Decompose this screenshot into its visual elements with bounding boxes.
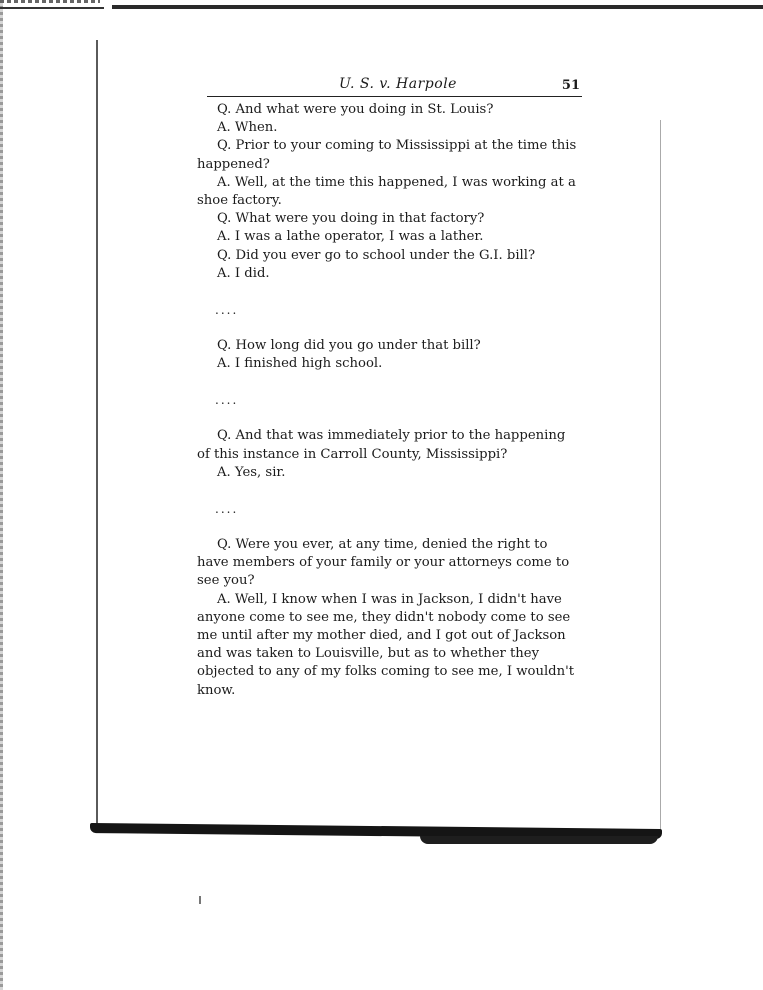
book-spine-edge	[96, 40, 98, 832]
scan-left-edge	[0, 0, 3, 990]
transcript-line: Q. And that was immediately prior to the happening of this instance in Carroll County, Mississippi?	[197, 428, 566, 462]
document-page	[197, 74, 582, 700]
page-number: 51	[561, 78, 580, 93]
transcript-body	[197, 101, 582, 700]
transcript-line: Q. And what were you doing in St. Louis?	[217, 102, 494, 117]
omission-ellipsis: ....	[215, 393, 239, 408]
running-head	[207, 74, 582, 97]
transcript-line: Q. How long did you go under that bill?	[217, 338, 481, 354]
transcript-line: Q. Did you ever go to school under the G.I. bill?	[217, 247, 536, 263]
transcript-line: A. Yes, sir.	[217, 464, 286, 480]
transcript-line: A. Well, I know when I was in Jackson, I didn't have anyone come to see me, they didn't nobody come to see me until after my mother died, and I got out of Jackson and was taken to Louisville, but as to whether they objected to any of my folks coming to see me, I wouldn't know.	[197, 591, 575, 698]
transcript-line: Q. Prior to your coming to Mississippi at the time this happened?	[197, 138, 577, 172]
transcript-line: A. Well, at the time this happened, I was working at a shoe factory.	[197, 174, 576, 209]
book-bottom-shadow	[420, 836, 658, 844]
transcript-line: Q. What were you doing in that factory?	[217, 211, 485, 227]
transcript-line: Q. Were you ever, at any time, denied the right to have members of your family or your attorneys come to see you?	[197, 537, 570, 589]
omission-ellipsis: ....	[215, 502, 239, 517]
omission-ellipsis: ....	[215, 303, 239, 318]
scan-top-border	[0, 0, 763, 12]
scan-smudge	[199, 896, 201, 904]
page-right-edge	[660, 120, 661, 830]
transcript-line: A. When.	[217, 120, 278, 136]
running-title: U. S. v. Harpole	[339, 76, 457, 92]
transcript-line: A. I was a lathe operator, I was a lather.	[217, 229, 484, 245]
transcript-line: A. I did.	[217, 265, 270, 281]
transcript-line: A. I finished high school.	[217, 356, 383, 372]
